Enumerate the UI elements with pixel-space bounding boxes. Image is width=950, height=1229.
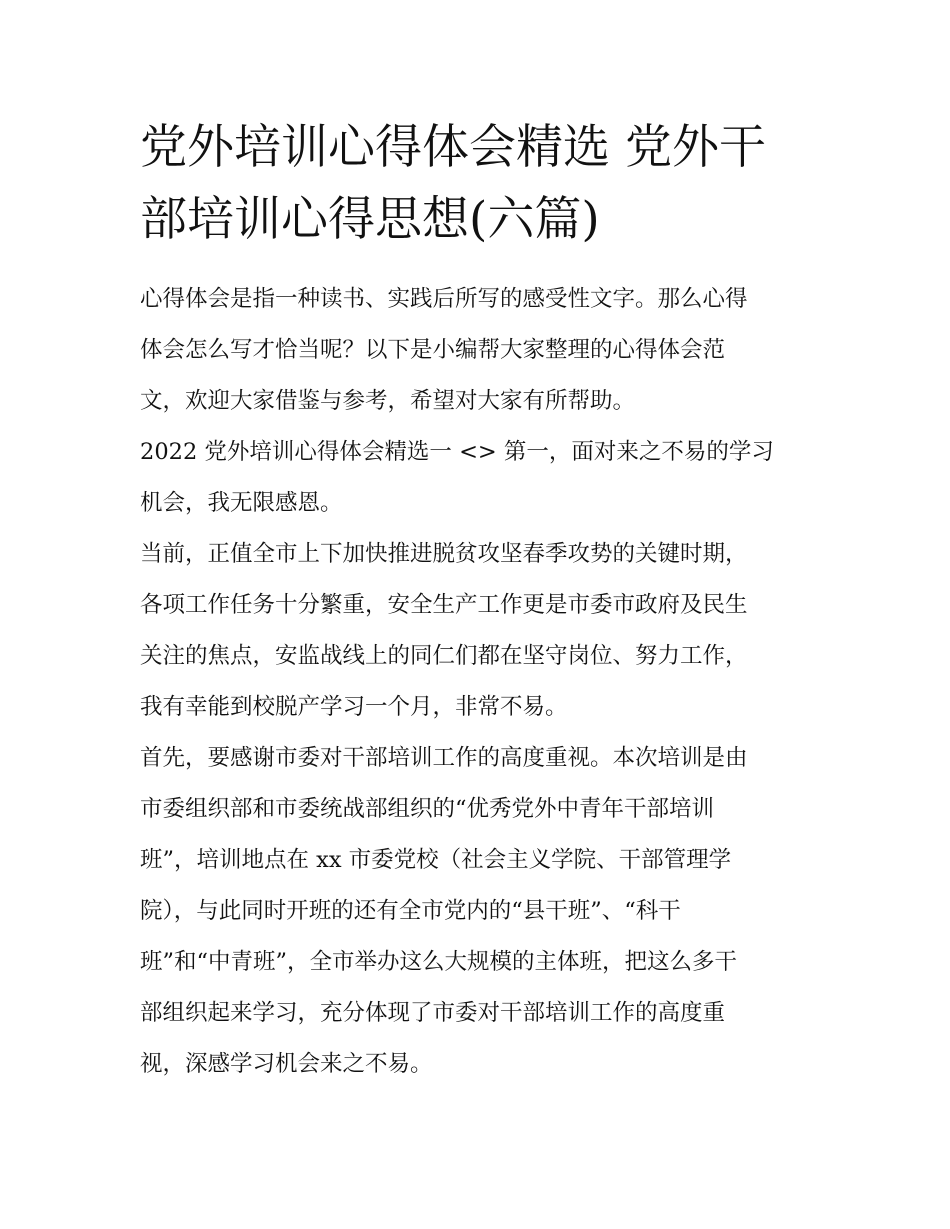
text-line: 2022 党外培训心得体会精选一 <> 第一，面对来之不易的学习 <box>140 439 774 465</box>
text-line: 班”，培训地点在 xx 市委党校（社会主义学院、干部管理学 <box>140 847 732 873</box>
text-line: 机会，我无限感恩。 <box>140 490 343 516</box>
text-line: 关注的焦点，安监战线上的同仁们都在坚守岗位、努力工作， <box>140 643 748 669</box>
section-heading-paragraph <box>140 427 830 529</box>
text-line: 体会怎么写才恰当呢？以下是小编帮大家整理的心得体会范 <box>140 337 726 363</box>
text-line: 当前，正值全市上下加快推进脱贫攻坚春季攻势的关键时期， <box>140 541 748 567</box>
text-line: 部组织起来学习，充分体现了市委对干部培训工作的高度重 <box>140 1000 726 1026</box>
text-line: 心得体会是指一种读书、实践后所写的感受性文字。那么心得 <box>140 286 748 312</box>
document-body <box>140 274 830 1090</box>
intro-paragraph <box>140 274 830 427</box>
text-line: 市委组织部和市委统战部组织的“优秀党外中青年干部培训 <box>140 796 715 822</box>
text-line: 文，欢迎大家借鉴与参考，希望对大家有所帮助。 <box>140 388 636 414</box>
text-line: 院），与此同时开班的还有全市党内的“县干班”、“科干 <box>140 898 681 924</box>
text-line: 首先，要感谢市委对干部培训工作的高度重视。本次培训是由 <box>140 745 748 771</box>
text-line: 班”和“中青班”，全市举办这么大规模的主体班，把这么多干 <box>140 949 738 975</box>
title-line: 部培训心得思想(六篇) <box>140 192 600 247</box>
document-title <box>140 112 840 256</box>
text-line: 各项工作任务十分繁重，安全生产工作更是市委市政府及民生 <box>140 592 748 618</box>
title-line: 党外培训心得体会精选 党外干 <box>140 120 766 175</box>
text-line: 我有幸能到校脱产学习一个月，非常不易。 <box>140 694 568 720</box>
body-paragraph <box>140 529 830 733</box>
text-line: 视，深感学习机会来之不易。 <box>140 1051 433 1077</box>
body-paragraph <box>140 733 830 1090</box>
